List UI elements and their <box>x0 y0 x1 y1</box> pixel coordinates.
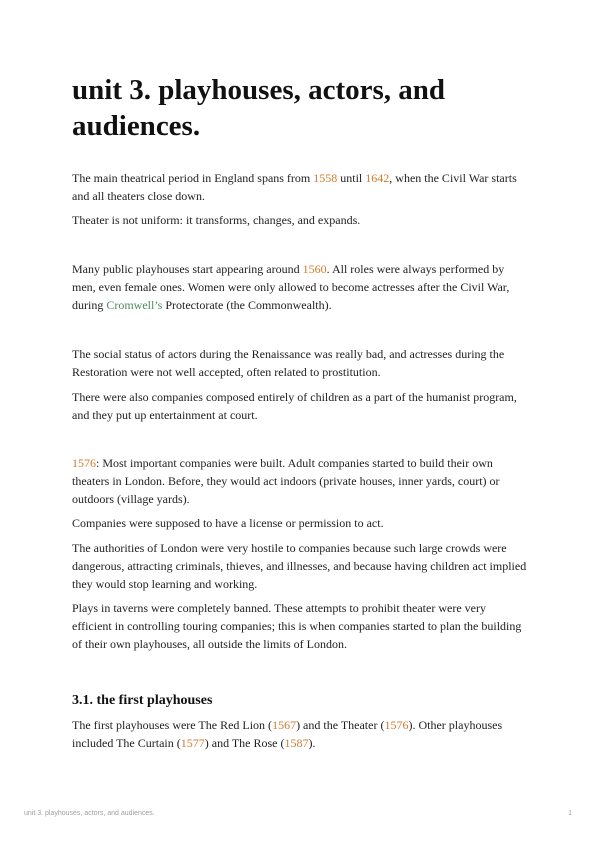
year-1576: 1576 <box>72 456 96 470</box>
paragraph-license: Companies were supposed to have a license or permission to act. <box>72 516 384 530</box>
section-heading: 3.1. the first playhouses <box>72 693 213 708</box>
year-1587: 1587 <box>284 736 309 750</box>
paragraph-public-playhouses: Many public playhouses start appearing around 1560. All roles were always performed by men, even female ones. Women were only allowed to become actresses after the Civil War, during Cromwell’s Protectorate (the Commonwealth). <box>72 262 510 312</box>
year-1560: 1560 <box>302 262 327 276</box>
paragraph-social-status: The social status of actors during the Renaissance was really bad, and actresses during the Restoration were not well accepted, often related to prostitution. <box>72 347 505 379</box>
cromwell-name: Cromwell’s <box>106 298 163 312</box>
year-1558: 1558 <box>313 171 338 185</box>
paragraph-taverns: Plays in taverns were completely banned. These attempts to prohibit theater were very efficient in controlling touring companies; this is when companies started to plan the building of their own playhouses, all outside the limits of London. <box>72 601 522 651</box>
paragraph-first-playhouses: The first playhouses were The Red Lion (1567) and the Theater (1576). Other playhouses included The Curtain (1577) and The Rose (1587). <box>72 718 503 750</box>
year-1576-theater: 1576 <box>384 718 409 732</box>
paragraph-children-companies: There were also companies composed entirely of children as a part of the humanist program, and they put up entertainment at court. <box>72 390 517 422</box>
paragraph-theatrical-period: The main theatrical period in England spans from 1558 until 1642, when the Civil War starts and all theaters close down. <box>72 171 517 203</box>
year-1642: 1642 <box>365 171 390 185</box>
page-number: 1 <box>568 810 572 817</box>
year-1577: 1577 <box>180 736 205 750</box>
paragraph-authorities: The authorities of London were very hostile to companies because such large crowds were dangerous, attracting criminals, thieves, and illnesses, and because having children act implied they would stop learning and working. <box>72 541 527 591</box>
page-title: unit 3. playhouses, actors, and audiences. <box>72 74 446 142</box>
paragraph-1576-companies: 1576: Most important companies were built. Adult companies started to build their own theaters in London. Before, they would act indoors (private houses, inner yards, court) or outdoors (village yards). <box>72 456 500 506</box>
year-1567: 1567 <box>272 718 297 732</box>
footer-title: unit 3. playhouses, actors, and audiences. <box>24 810 155 817</box>
paragraph-theater-not-uniform: Theater is not uniform: it transforms, changes, and expands. <box>72 213 361 227</box>
